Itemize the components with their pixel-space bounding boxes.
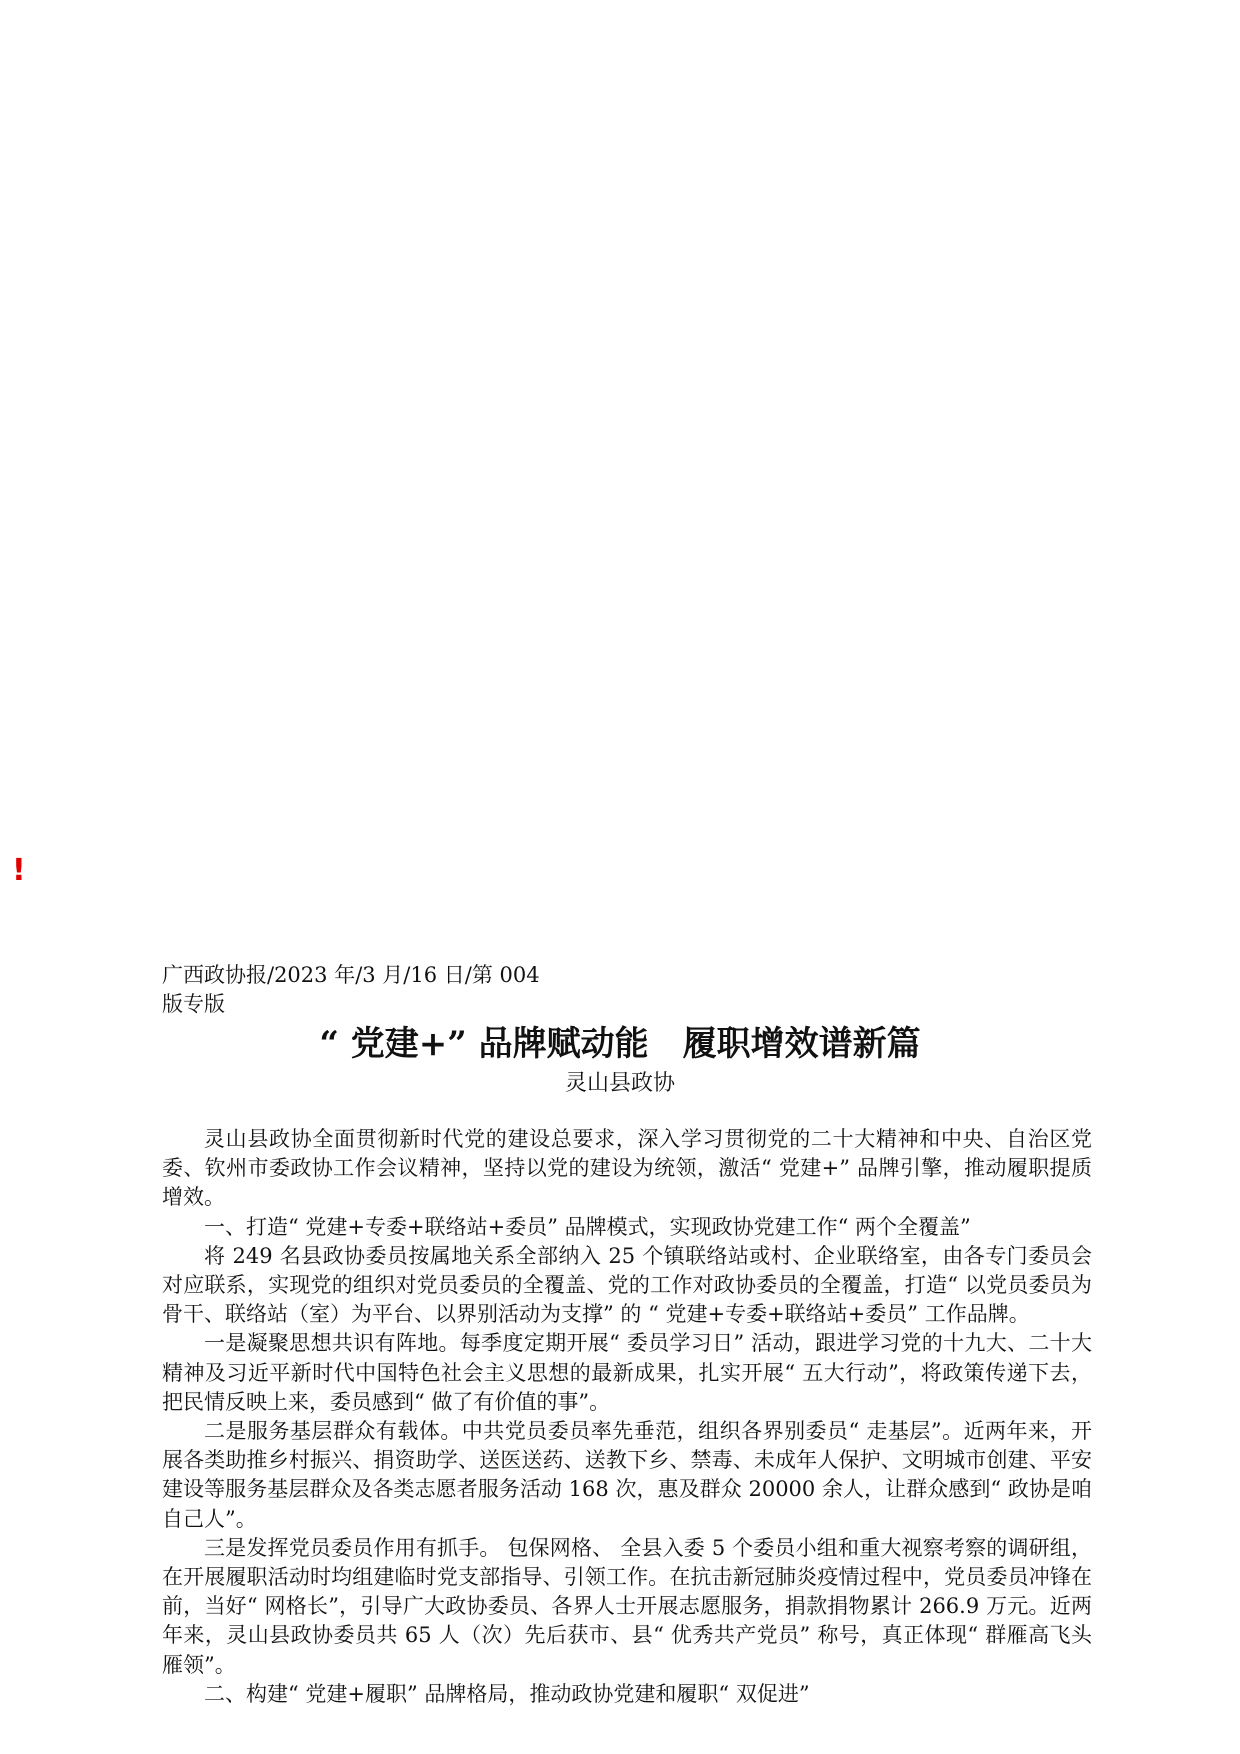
paragraph: 灵山县政协全面贯彻新时代党的建设总要求，深入学习贯彻党的二十大精神和中央、自治区党委、钦州市委政协工作会议精神，坚持以党的建设为统领，激活“ 党建+” 品牌引擎，推动履职提质增效。 xyxy=(162,1127,1092,1210)
paragraph: 三是发挥党员委员作用有抓手。 包保网格、 全县入委 5 个委员小组和重大视察考察的调研组，在开展履职活动时均组建临时党支部指导、引领工作。在抗击新冠肺炎疫情过程中，党员委员冲锋在前，当好“ 网格长”，引导广大政协委员、各界人士开展志愿服务，捐款捐物累计 266.9 万元。近两年来，灵山县政协委员共 65 人（次）先后获市、县“ 优秀共产党员” 称号，真正体现“ 群雁高飞头雁领”。 xyxy=(162,1535,1092,1677)
paragraph: 二是服务基层群众有载体。中共党员委员率先垂范，组织各界别委员“ 走基层”。近两年来，开展各类助推乡村振兴、捐资助学、送医送药、送教下乡、禁毒、未成年人保护、文明城市创建、平安建设等服务基层群众及各类志愿者服务活动 168 次，惠及群众 20000 余人，让群众感到“ 政协是咱自己人”。 xyxy=(162,1419,1092,1531)
source-line-1: 广西政协报/2023 年/3 月/16 日/第 004 xyxy=(162,963,540,987)
alert-mark: ! xyxy=(12,853,26,888)
article-author: 灵山县政协 xyxy=(564,1071,675,1096)
source-line-2: 版专版 xyxy=(162,992,225,1016)
source-line xyxy=(162,961,540,1019)
article-body xyxy=(162,1125,1092,1709)
section-heading: 一、打造“ 党建+专委+联络站+委员” 品牌模式，实现政协党建工作“ 两个全覆盖” xyxy=(204,1214,971,1239)
paragraph: 将 249 名县政协委员按属地关系全部纳入 25 个镇联络站或村、企业联络室，由各专门委员会对应联系，实现党的组织对党员委员的全覆盖、党的工作对政协委员的全覆盖，打造“ 以党员委员为骨干、联络站（室）为平台、以界别活动为支撑” 的 “ 党建+专委+联络站+委员” 工作品牌。 xyxy=(162,1243,1092,1327)
section-heading: 二、构建“ 党建+履职” 品牌格局，推动政协党建和履职“ 双促进” xyxy=(204,1681,810,1706)
paragraph: 一是凝聚思想共识有阵地。每季度定期开展“ 委员学习日” 活动，跟进学习党的十九大、二十大精神及习近平新时代中国特色社会主义思想的最新成果，扎实开展“ 五大行动”，将政策传递下去，把民情反映上来，委员感到“ 做了有价值的事”。 xyxy=(162,1331,1092,1414)
article-title: “ 党建+” 品牌赋动能 履职增效谱新篇 xyxy=(319,1024,921,1064)
